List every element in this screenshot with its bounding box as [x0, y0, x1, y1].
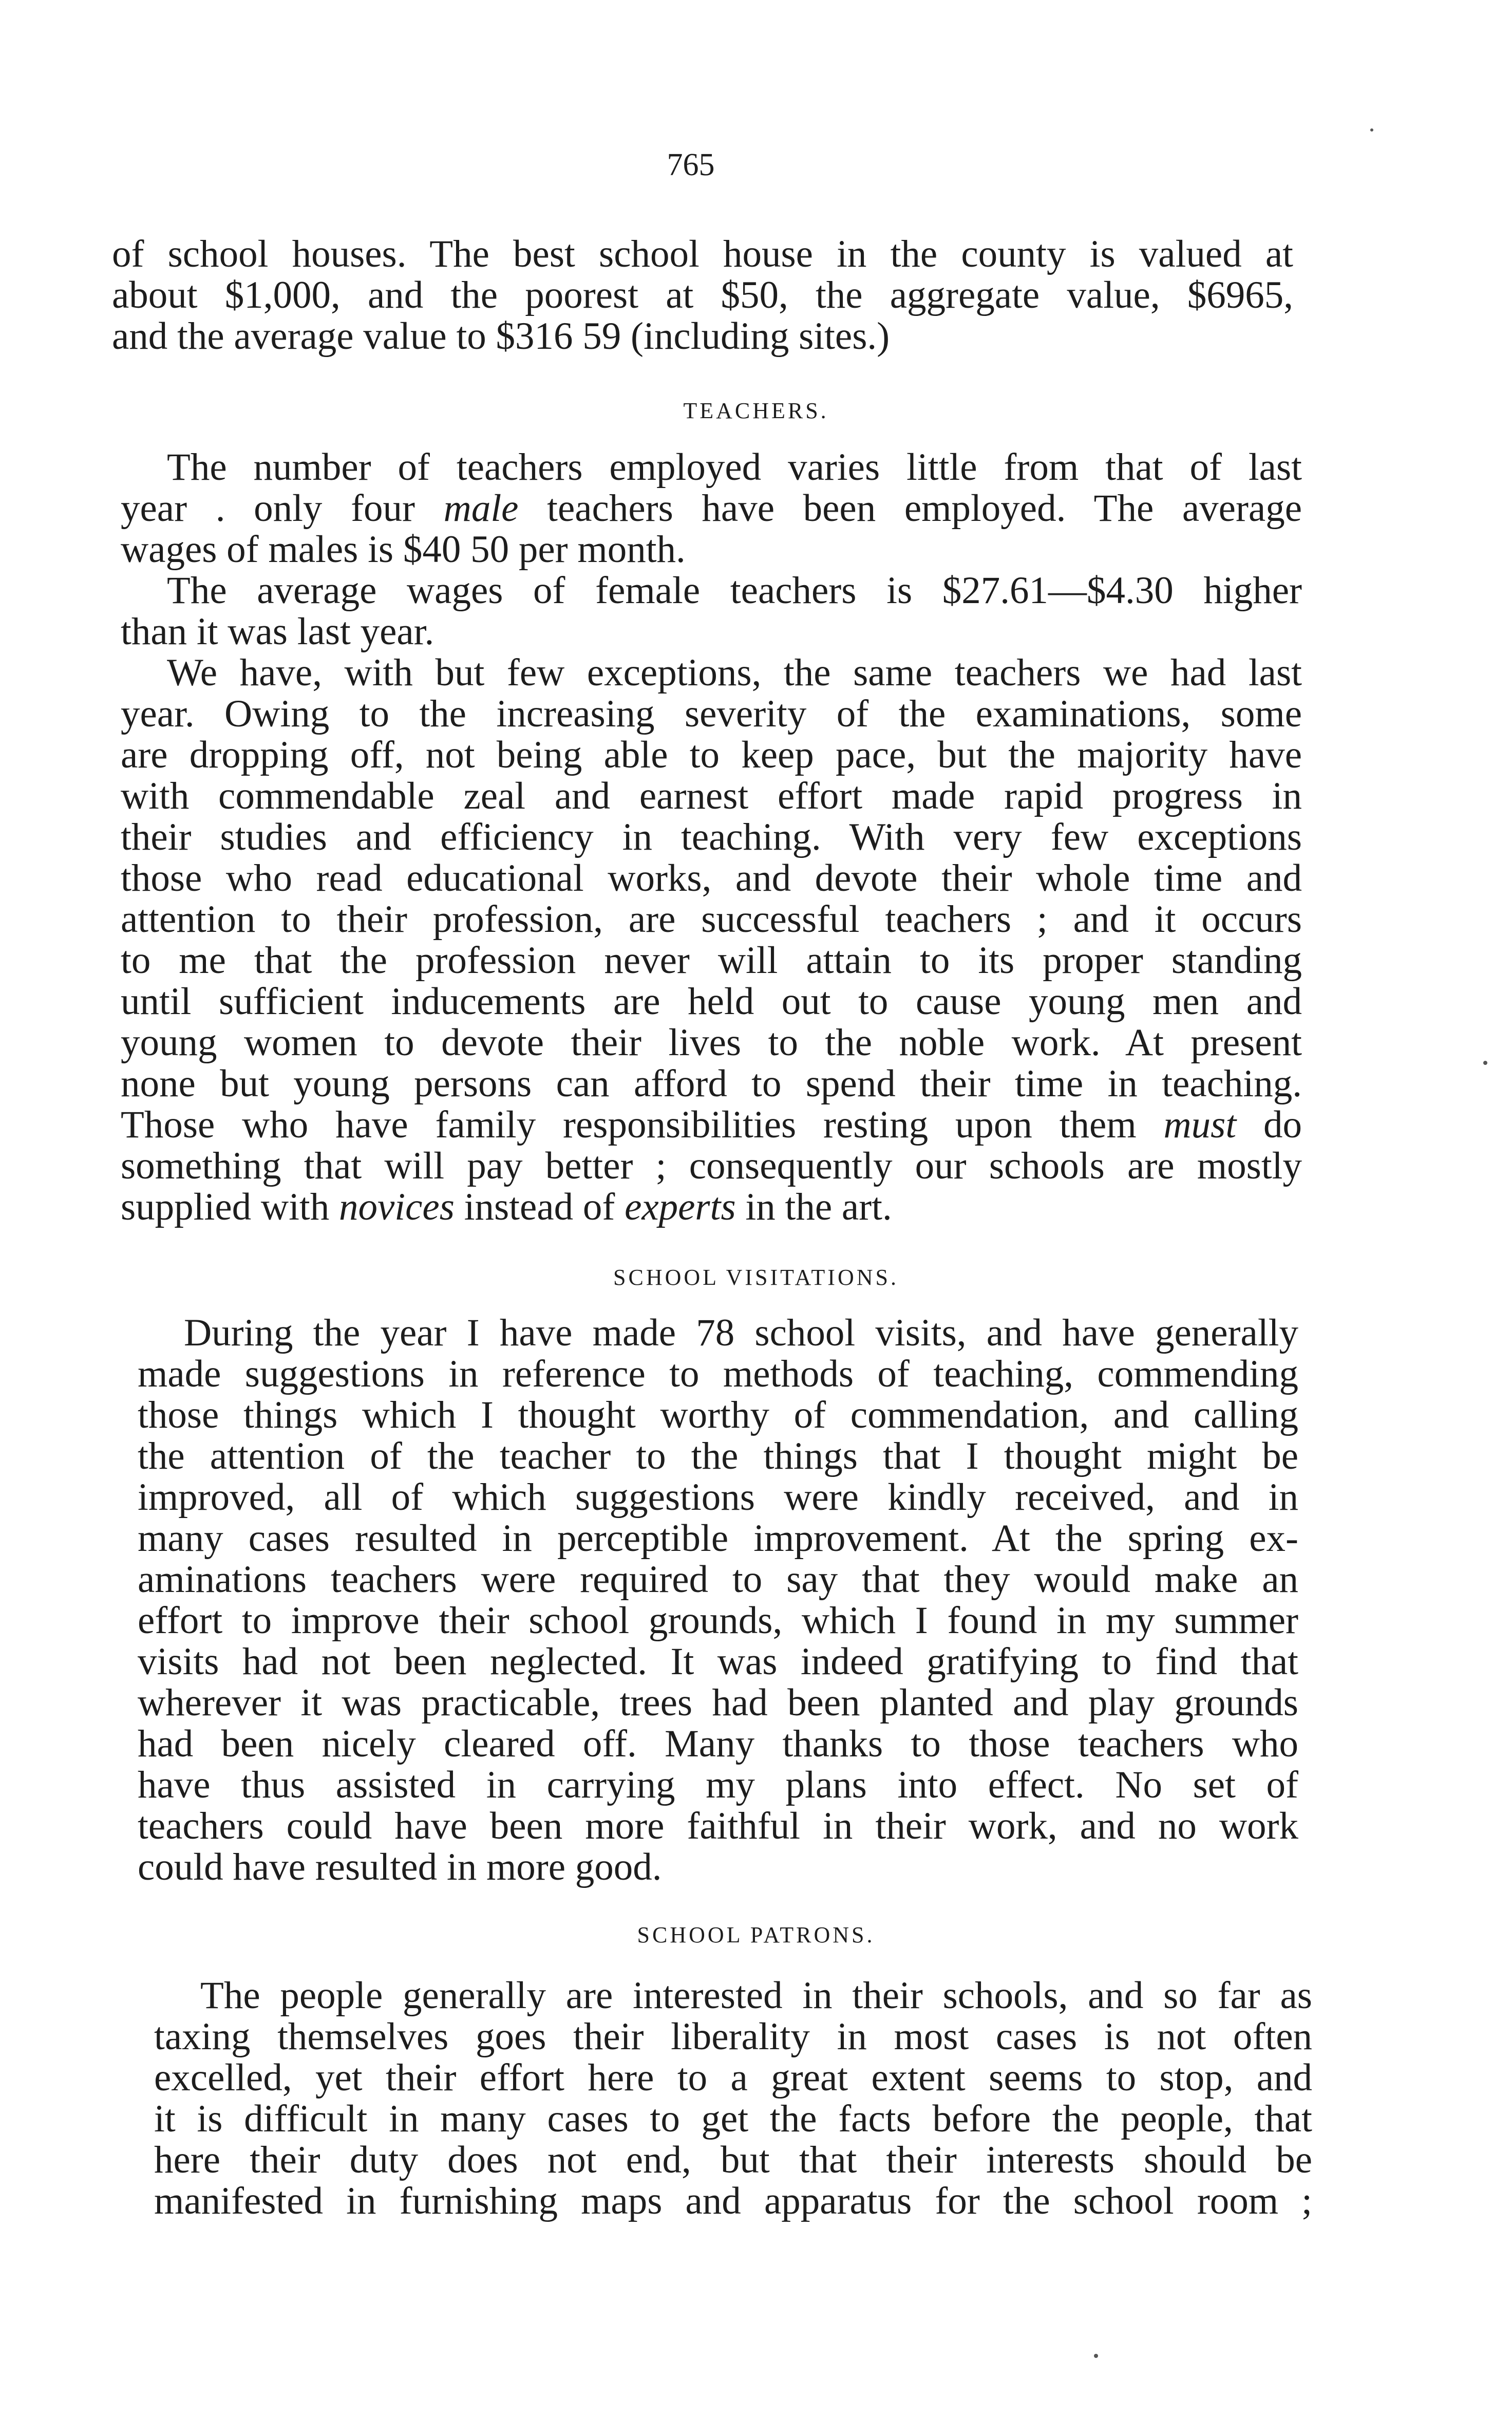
text-line: Those who have family responsibilities resting upon them must do — [121, 1103, 1302, 1146]
text-line: The number of teachers employed varies little from that of last — [167, 446, 1302, 489]
text-line: those who read educational works, and devote their whole time and — [121, 857, 1302, 900]
teachers-paragraphs — [121, 447, 1302, 1228]
text-line: aminations teachers were required to say that they would make an — [138, 1558, 1298, 1601]
text-line: wages of males is $40 50 per month. — [121, 528, 686, 571]
print-speck — [1370, 128, 1373, 132]
text-line: excelled, yet their effort here to a great extent seems to stop, and — [154, 2056, 1312, 2099]
page-number: 765 — [667, 147, 715, 182]
text-line: The average wages of female teachers is $27.61—$4.30 higher — [167, 569, 1302, 612]
print-speck — [1483, 1061, 1487, 1065]
text-line: of school houses. The best school house in the county is valued at — [112, 233, 1293, 275]
text-line: with commendable zeal and earnest effort made rapid progress in — [121, 775, 1302, 817]
text-line: have thus assisted in carrying my plans into effect. No set of — [138, 1764, 1298, 1806]
text-line: their studies and efficiency in teaching. With very few exceptions — [121, 816, 1302, 858]
school-visitations-paragraph — [138, 1313, 1298, 1888]
text-line: attention to their profession, are successful teachers ; and it occurs — [121, 898, 1302, 941]
section-heading-teachers: TEACHERS. — [683, 398, 829, 423]
text-line: to me that the profession never will attain to its proper standing — [121, 939, 1302, 982]
text-line: teachers could have been more faithful in their work, and no work — [138, 1805, 1298, 1847]
text-line: made suggestions in reference to methods of teaching, commending — [138, 1353, 1298, 1395]
text-line: We have, with but few exceptions, the same teachers we had last — [167, 651, 1302, 694]
text-line: effort to improve their school grounds, which I found in my summer — [138, 1599, 1298, 1642]
text-line: are dropping off, not being able to keep pace, but the majority have — [121, 734, 1302, 776]
text-line: here their duty does not end, but that their interests should be — [154, 2139, 1312, 2181]
text-line: supplied with novices instead of experts in the art. — [121, 1186, 892, 1228]
text-line: could have resulted in more good. — [138, 1846, 662, 1888]
text-line: improved, all of which suggestions were kindly received, and in — [138, 1476, 1298, 1519]
text-line: than it was last year. — [121, 610, 434, 653]
section-heading-school-patrons: SCHOOL PATRONS. — [637, 1922, 875, 1947]
text-line: wherever it was practicable, trees had been planted and play grounds — [138, 1681, 1298, 1724]
text-line: and the average value to $316 59 (including sites.) — [112, 315, 890, 358]
text-line: it is difficult in many cases to get the facts before the people, that — [154, 2097, 1312, 2140]
text-line: something that will pay better ; consequently our schools are mostly — [121, 1145, 1302, 1187]
school-patrons-paragraph — [154, 1975, 1312, 2222]
text-line: The people generally are interested in their schools, and so far as — [200, 1974, 1312, 2017]
section-heading-school-visitations: SCHOOL VISITATIONS. — [613, 1265, 899, 1290]
text-line: visits had not been neglected. It was indeed gratifying to find that — [138, 1640, 1298, 1683]
print-speck — [1094, 2354, 1098, 2358]
text-line: young women to devote their lives to the noble work. At present — [121, 1021, 1302, 1064]
text-line: the attention of the teacher to the things that I thought might be — [138, 1435, 1298, 1477]
text-line: until sufficient inducements are held out to cause young men and — [121, 980, 1302, 1023]
text-line: taxing themselves goes their liberality in most cases is not often — [154, 2015, 1312, 2058]
text-line: year . only four male teachers have been employed. The average — [121, 487, 1302, 530]
text-line: about $1,000, and the poorest at $50, the aggregate value, $6965, — [112, 274, 1293, 316]
text-line: year. Owing to the increasing severity of the examinations, some — [121, 692, 1302, 735]
text-line: those things which I thought worthy of commendation, and calling — [138, 1394, 1298, 1436]
text-line: none but young persons can afford to spend their time in teaching. — [121, 1062, 1302, 1105]
text-line: During the year I have made 78 school visits, and have generally — [184, 1312, 1298, 1354]
text-line: manifested in furnishing maps and apparatus for the school room ; — [154, 2180, 1312, 2222]
text-line: many cases resulted in perceptible improvement. At the spring ex- — [138, 1517, 1298, 1560]
text-line: had been nicely cleared off. Many thanks to those teachers who — [138, 1722, 1298, 1765]
intro-paragraph — [112, 234, 1293, 357]
